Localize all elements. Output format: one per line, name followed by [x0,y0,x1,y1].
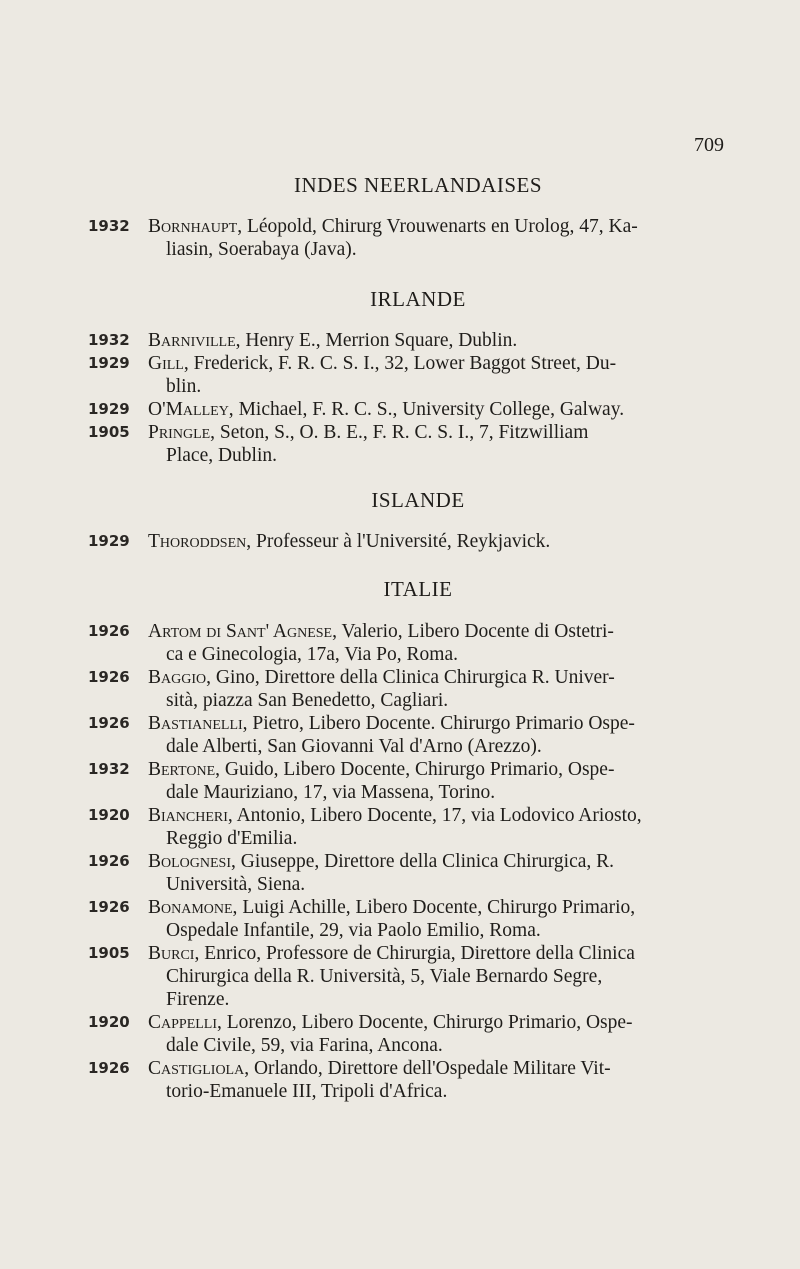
entry-text: Valerio, Libero Docente di Ostetri- [336,621,614,642]
entry-year: 1905 [88,423,130,441]
entry-text-continued: Place, Dublin. [166,445,278,466]
entry-text: Léopold, Chirurg Vrouwenarts en Urolog, 47, Ka- [242,216,638,237]
entry-year: 1926 [88,668,130,686]
entry-text-continued: sità, piazza San Benedetto, Cagliari. [166,690,449,711]
list-item [88,620,728,666]
entry-name: Artom di Sant' Agnese, [148,621,337,642]
entry-year: 1926 [88,714,130,732]
list-item [88,530,728,553]
section-indes-neerlandaises [88,172,728,261]
entry-name: Biancheri, [148,805,233,826]
entry-name: Thoroddsen, [148,531,252,552]
section-title: ITALIE [383,577,453,601]
entry-year: 1932 [88,760,130,778]
list-item [88,398,728,421]
entry-text-continued: Reggio d'Emilia. [166,828,298,849]
entry-name: Bonamone, [148,897,238,918]
list-item [88,1057,728,1103]
list-item [88,758,728,804]
entry-name: O'Malley, [148,399,234,420]
entry-year: 1926 [88,622,130,640]
list-item [88,850,728,896]
entry-year: 1905 [88,944,130,962]
entry-text-continued: ca e Ginecologia, 17a, Via Po, Roma. [166,644,458,665]
list-item [88,804,728,850]
entry-year: 1932 [88,217,130,235]
section-italie [88,576,728,1103]
entry-name: Bertone, [148,759,221,780]
entry-text: Orlando, Direttore dell'Ospedale Militare Vit- [249,1058,611,1079]
list-item [88,942,728,1011]
entry-name: Gill, [148,353,189,374]
entry-name: Bolognesi, [148,851,236,872]
entry-text: Pietro, Libero Docente. Chirurgo Primario Ospe- [247,713,635,734]
entry-text: Antonio, Libero Docente, 17, via Lodovico Ariosto, [232,805,642,826]
entry-text: Henry E., Merrion Square, Dublin. [240,330,518,351]
list-item [88,896,728,942]
entry-text: Gino, Direttore della Clinica Chirurgica R. Univer- [211,667,615,688]
entry-text: Guido, Libero Docente, Chirurgo Primario, Ospe- [220,759,615,780]
entry-text: Lorenzo, Libero Docente, Chirurgo Primario, Ospe- [221,1012,633,1033]
entry-year: 1929 [88,400,130,418]
entry-year: 1932 [88,331,130,349]
entry-text-continued: dale Mauriziano, 17, via Massena, Torino. [166,782,496,803]
entry-text-continued: Chirurgica della R. Università, 5, Viale Bernardo Segre, [166,966,603,987]
entry-name: Barniville, [148,330,241,351]
list-item [88,1011,728,1057]
entry-name: Bornhaupt, [148,216,243,237]
list-item [88,666,728,712]
entry-name: Baggio, [148,667,211,688]
entry-name: Castigliola, [148,1058,250,1079]
list-item [88,712,728,758]
entry-text-continued: liasin, Soerabaya (Java). [166,239,357,260]
entry-year: 1926 [88,1059,130,1077]
entry-text: Seton, S., O. B. E., F. R. C. S. I., 7, Fitzwilliam [215,422,589,443]
entry-name: Burci, [148,943,200,964]
list-item [88,215,728,261]
entry-text: Professeur à l'Université, Reykjavick. [251,531,551,552]
list-item [88,421,728,467]
entry-text: Giuseppe, Direttore della Clinica Chirurgica, R. [235,851,615,872]
list-item [88,352,728,398]
section-title: ISLANDE [371,488,465,512]
entry-year: 1920 [88,806,130,824]
entry-name: Bastianelli, [148,713,248,734]
entry-name: Cappelli, [148,1012,222,1033]
entry-text-continued: Ospedale Infantile, 29, via Paolo Emilio, Roma. [166,920,541,941]
entry-text: Enrico, Professore de Chirurgia, Direttore della Clinica [199,943,635,964]
entry-text: Michael, F. R. C. S., University College, Galway. [233,399,625,420]
entry-text-continued: blin. [166,376,202,397]
entry-year: 1926 [88,852,130,870]
entry-text-continued: Università, Siena. [166,874,306,895]
entry-text: Frederick, F. R. C. S. I., 32, Lower Baggot Street, Du- [188,353,617,374]
entry-year: 1929 [88,532,130,550]
list-item [88,329,728,352]
entry-text-continued: torio-Emanuele III, Tripoli d'Africa. [166,1081,448,1102]
entry-name: Pringle, [148,422,216,443]
section-irlande [88,286,728,467]
entry-text-continued: dale Civile, 59, via Farina, Ancona. [166,1035,443,1056]
entry-text-continued: Firenze. [166,989,230,1010]
entry-text-continued: dale Alberti, San Giovanni Val d'Arno (Arezzo). [166,736,542,757]
entry-year: 1920 [88,1013,130,1031]
entry-year: 1929 [88,354,130,372]
section-title: INDES NEERLANDAISES [293,173,543,197]
page-number: 709 [694,134,724,156]
entry-text: Luigi Achille, Libero Docente, Chirurgo Primario, [237,897,636,918]
section-title: IRLANDE [370,287,466,311]
entry-year: 1926 [88,898,130,916]
section-islande [88,487,728,553]
